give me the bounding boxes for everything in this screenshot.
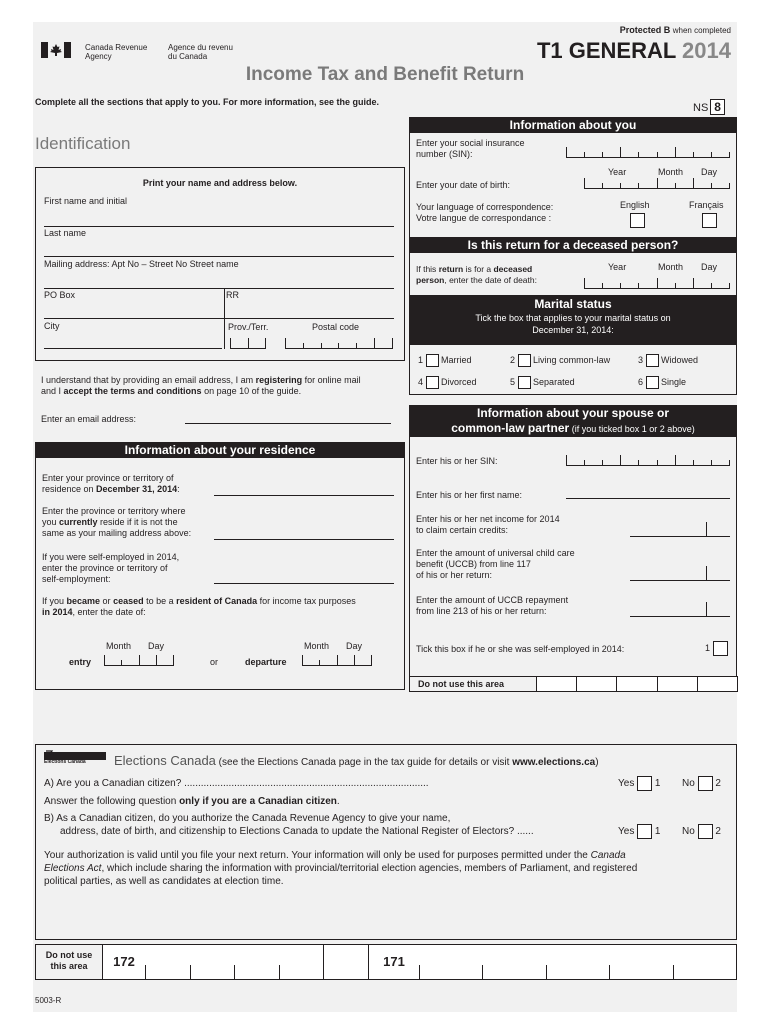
- marital-option-separated[interactable]: 5 Separated: [510, 376, 575, 389]
- current-province-field[interactable]: [214, 539, 394, 540]
- deceased-header: Is this return for a deceased person?: [409, 237, 737, 253]
- dob-label: Enter your date of birth:: [416, 180, 511, 190]
- code-171: 171: [383, 954, 405, 969]
- footer-do-not-use-label: Do not use this area: [36, 945, 103, 979]
- elections-panel: [35, 744, 737, 940]
- about-you-panel: [409, 117, 737, 253]
- spouse-self-emp-label: Tick this box if he or she was self-employed in 2014:: [416, 644, 625, 654]
- field-171: [419, 945, 736, 979]
- spouse-income-label: Enter his or her net income for 2014 to claim certain credits:: [416, 514, 560, 535]
- postal-label: Postal code: [312, 322, 360, 332]
- departure-label: departure: [245, 657, 287, 667]
- entry-label: entry: [69, 657, 92, 667]
- spouse-self-emp-checkbox[interactable]: 1: [705, 641, 728, 656]
- po-box-label: PO Box: [44, 290, 76, 300]
- instruction-text: Complete all the sections that apply to you. For more information, see the guide.: [35, 97, 380, 107]
- departure-month-label: Month: [304, 641, 330, 651]
- city-field[interactable]: [44, 348, 222, 349]
- spouse-uccb-field[interactable]: [630, 566, 730, 581]
- residence-q3-label: If you were self-employed in 2014, enter the province or territory of self-employment:: [42, 552, 180, 584]
- self-employment-province-field[interactable]: [214, 583, 394, 584]
- prov-label: Prov./Terr.: [228, 322, 269, 332]
- residence-panel: [35, 442, 405, 690]
- spouse-panel: [409, 405, 737, 690]
- deceased-label: If this return is for a deceased person, enter the date of death:: [416, 264, 537, 285]
- citizen-answer-note: Answer the following question only if you are a Canadian citizen.: [44, 796, 340, 807]
- marital-option-common-law[interactable]: 2 Living common-law: [510, 354, 610, 367]
- death-year-label: Year: [608, 262, 627, 272]
- spouse-first-name-field[interactable]: [566, 498, 730, 499]
- email-field[interactable]: [185, 423, 391, 424]
- spouse-repay-field[interactable]: [630, 602, 730, 617]
- agency-name-fr: Agence du revenu du Canada: [168, 43, 233, 61]
- marital-option-married[interactable]: 1 Married: [418, 354, 472, 367]
- death-date-field[interactable]: [584, 278, 730, 289]
- last-name-label: Last name: [44, 228, 87, 238]
- death-month-label: Month: [658, 262, 684, 272]
- marital-option-single[interactable]: 6 Single: [638, 376, 686, 389]
- residence-header: Information about your residence: [35, 442, 405, 458]
- canada-flag-icon: [41, 42, 71, 58]
- entry-month-label: Month: [106, 641, 132, 651]
- form-number: 5003-R: [35, 996, 62, 1005]
- marital-header: Marital status Tick the box that applies to your marital status on December 31, 2014:: [409, 295, 737, 345]
- footer-do-not-use: [35, 944, 737, 980]
- first-name-field[interactable]: [44, 226, 394, 227]
- or-label: or: [210, 657, 219, 667]
- authorization-text: Your authorization is valid until you file your next return. Your information will only be used for purposes permitted under the Canada Elections Act, which include sharing the information with provincial/territorial election agencies, members of Parliament, and registered political parties, as well as candidates at election time.: [44, 850, 638, 887]
- spouse-sin-field[interactable]: [566, 455, 730, 466]
- dob-field[interactable]: [584, 178, 730, 189]
- residence-province-field[interactable]: [214, 495, 394, 496]
- departure-date-field[interactable]: [302, 655, 372, 666]
- spouse-header: Information about your spouse or common-law partner (if you ticked box 1 or 2 above): [409, 405, 737, 437]
- language-label: Your language of correspondence: Votre langue de correspondance :: [416, 202, 554, 223]
- elections-title: Elections Canada (see the Elections Canada page in the tax guide for details or visit www.elections.ca): [114, 753, 599, 768]
- francais-label: Français: [689, 200, 724, 210]
- authorize-question: B) As a Canadian citizen, do you authorize the Canada Revenue Agency to give your name, address, date of birth, and citizenship to Elections Canada to update the National Register of Electors? ......: [44, 813, 534, 837]
- spouse-uccb-label: Enter the amount of universal child care benefit (UCCB) from line 117 of his or her return:: [416, 548, 575, 580]
- marital-option-widowed[interactable]: 3 Widowed: [638, 354, 698, 367]
- citizen-no-checkbox[interactable]: No 2: [682, 776, 721, 791]
- about-you-header: Information about you: [409, 117, 737, 133]
- dob-day-label: Day: [701, 167, 718, 177]
- entry-day-label: Day: [148, 641, 165, 651]
- spouse-first-name-label: Enter his or her first name:: [416, 490, 523, 500]
- first-name-label: First name and initial: [44, 196, 128, 206]
- po-box-field[interactable]: [44, 318, 394, 319]
- residence-q1-label: Enter your province or territory of residence on December 31, 2014:: [42, 473, 180, 494]
- postal-code-field[interactable]: [285, 338, 393, 349]
- mailing-address-label: Mailing address: Apt No – Street No Street name: [44, 259, 239, 269]
- spouse-repay-label: Enter the amount of UCCB repayment from line 213 of his or her return:: [416, 595, 569, 616]
- email-consent-text: I understand that by providing an email address, I am registering for online mail and I accept the terms and conditions on page 10 of the guide.: [41, 375, 361, 396]
- francais-checkbox[interactable]: [702, 212, 717, 230]
- spouse-income-field[interactable]: [630, 522, 730, 537]
- city-label: City: [44, 321, 60, 331]
- deceased-panel: [409, 237, 737, 297]
- dob-month-label: Month: [658, 167, 684, 177]
- form-subtitle: Income Tax and Benefit Return: [245, 64, 525, 85]
- marital-option-divorced[interactable]: 4 Divorced: [418, 376, 477, 389]
- rr-label: RR: [226, 290, 239, 300]
- death-day-label: Day: [701, 262, 718, 272]
- code-172: 172: [113, 954, 135, 969]
- dob-year-label: Year: [608, 167, 627, 177]
- po-rr-divider: [224, 289, 225, 349]
- citizen-question: A) Are you a Canadian citizen? ........................................................................................: [44, 778, 429, 789]
- form-title: T1 GENERAL 2014: [536, 38, 731, 63]
- email-label: Enter an email address:: [41, 414, 137, 424]
- residence-q2-label: Enter the province or territory where you currently reside if it is not the same as your mailing address above:: [42, 506, 192, 538]
- agency-name-en: Canada Revenue Agency: [85, 43, 148, 61]
- departure-day-label: Day: [346, 641, 363, 651]
- authorize-no-checkbox[interactable]: No 2: [682, 824, 721, 839]
- citizen-yes-checkbox[interactable]: Yes 1: [618, 776, 660, 791]
- mailing-address-field[interactable]: [44, 288, 394, 289]
- identification-title: Identification: [35, 134, 131, 153]
- authorize-yes-checkbox[interactable]: Yes 1: [618, 824, 660, 839]
- spouse-sin-label: Enter his or her SIN:: [416, 456, 498, 466]
- do-not-use-area: Do not use this area: [409, 676, 738, 692]
- ns-label: NS 8: [693, 100, 725, 114]
- identification-panel: [35, 167, 405, 361]
- marital-panel: [409, 295, 737, 395]
- english-label: English: [620, 200, 650, 210]
- english-checkbox[interactable]: [630, 212, 645, 230]
- elections-canada-logo: Elections Canada: [44, 750, 106, 766]
- prov-field[interactable]: [230, 338, 266, 349]
- field-172: [145, 945, 369, 979]
- form-page: [33, 22, 737, 1012]
- protected-label: Protected B when completed: [619, 25, 731, 35]
- entry-date-field[interactable]: [104, 655, 174, 666]
- residence-q4-label: If you became or ceased to be a resident of Canada for income tax purposes in 2014, enter the date of:: [42, 596, 356, 617]
- sin-label: Enter your social insurance number (SIN):: [416, 138, 525, 159]
- last-name-field[interactable]: [44, 256, 394, 257]
- sin-field[interactable]: [566, 147, 730, 158]
- print-label: Print your name and address below.: [142, 178, 298, 188]
